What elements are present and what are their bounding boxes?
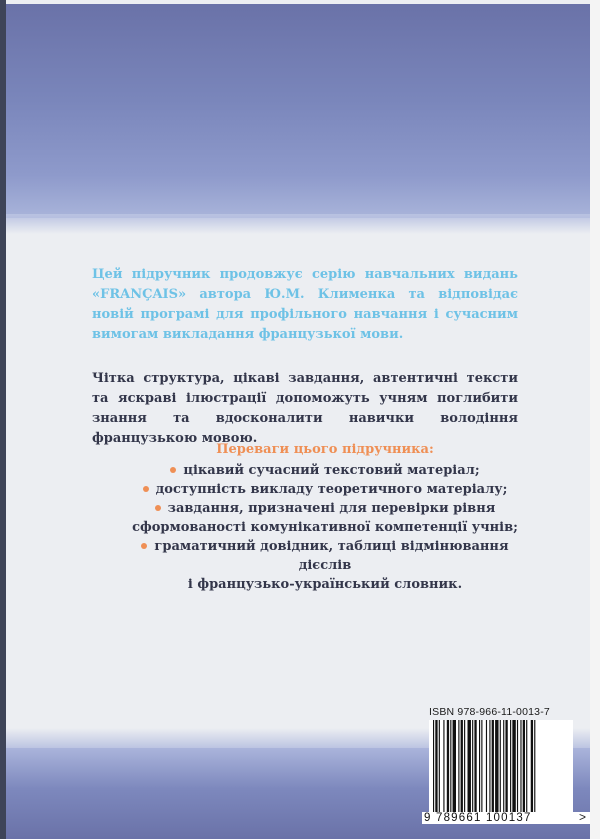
barcode-bars bbox=[429, 720, 573, 816]
bullet-dot-icon bbox=[155, 505, 161, 511]
list-item-text-cont: сформованості комунікативної компетенції учнів; bbox=[132, 520, 518, 535]
series-name: «FRANÇAIS» bbox=[92, 287, 187, 302]
list-item-text: завдання, призначені для перевірки рівня bbox=[167, 501, 496, 516]
intro-paragraph bbox=[92, 265, 518, 345]
list-item bbox=[100, 537, 530, 594]
advantages-title: Переваги цього підручника: bbox=[216, 442, 434, 457]
barcode-arrow: > bbox=[579, 810, 587, 824]
list-item-text: цікавий сучасний текстовий матеріал; bbox=[183, 463, 480, 478]
advantages-section bbox=[100, 440, 530, 594]
advantages-list bbox=[100, 461, 530, 594]
top-blue-band bbox=[6, 4, 594, 218]
intro-text-before: Цей підручник продовжує серію навчальних видань bbox=[92, 267, 518, 282]
cover-edge-right bbox=[590, 0, 600, 839]
list-item bbox=[100, 499, 530, 537]
list-item bbox=[100, 480, 530, 499]
list-item-text: доступність викладу теоретичного матеріалу; bbox=[155, 482, 508, 497]
barcode bbox=[429, 720, 573, 816]
description-paragraph: Чітка структура, цікаві завдання, автентичні тексти та яскраві ілюстрації допоможуть учням поглибити знання та вдосконалити навички володіння французькою мовою. bbox=[92, 371, 518, 446]
list-item-text: граматичний довідник, таблиці відмінювання дієслів bbox=[154, 539, 509, 573]
top-band-fade bbox=[6, 214, 590, 234]
bullet-dot-icon bbox=[143, 486, 149, 492]
intro-text-after: автора Ю.М. Клименка та відповідає новій програмі для профільного навчання і сучасним вимогам викладання французької мови. bbox=[92, 287, 518, 342]
list-item bbox=[100, 461, 530, 480]
bullet-dot-icon bbox=[141, 543, 147, 549]
bullet-dot-icon bbox=[170, 467, 176, 473]
barcode-digits: 9 789661 100137 bbox=[422, 812, 594, 824]
isbn-label: ISBN 978-966-11-0013-7 bbox=[429, 706, 550, 718]
list-item-text-cont: і французько-український словник. bbox=[187, 577, 463, 592]
